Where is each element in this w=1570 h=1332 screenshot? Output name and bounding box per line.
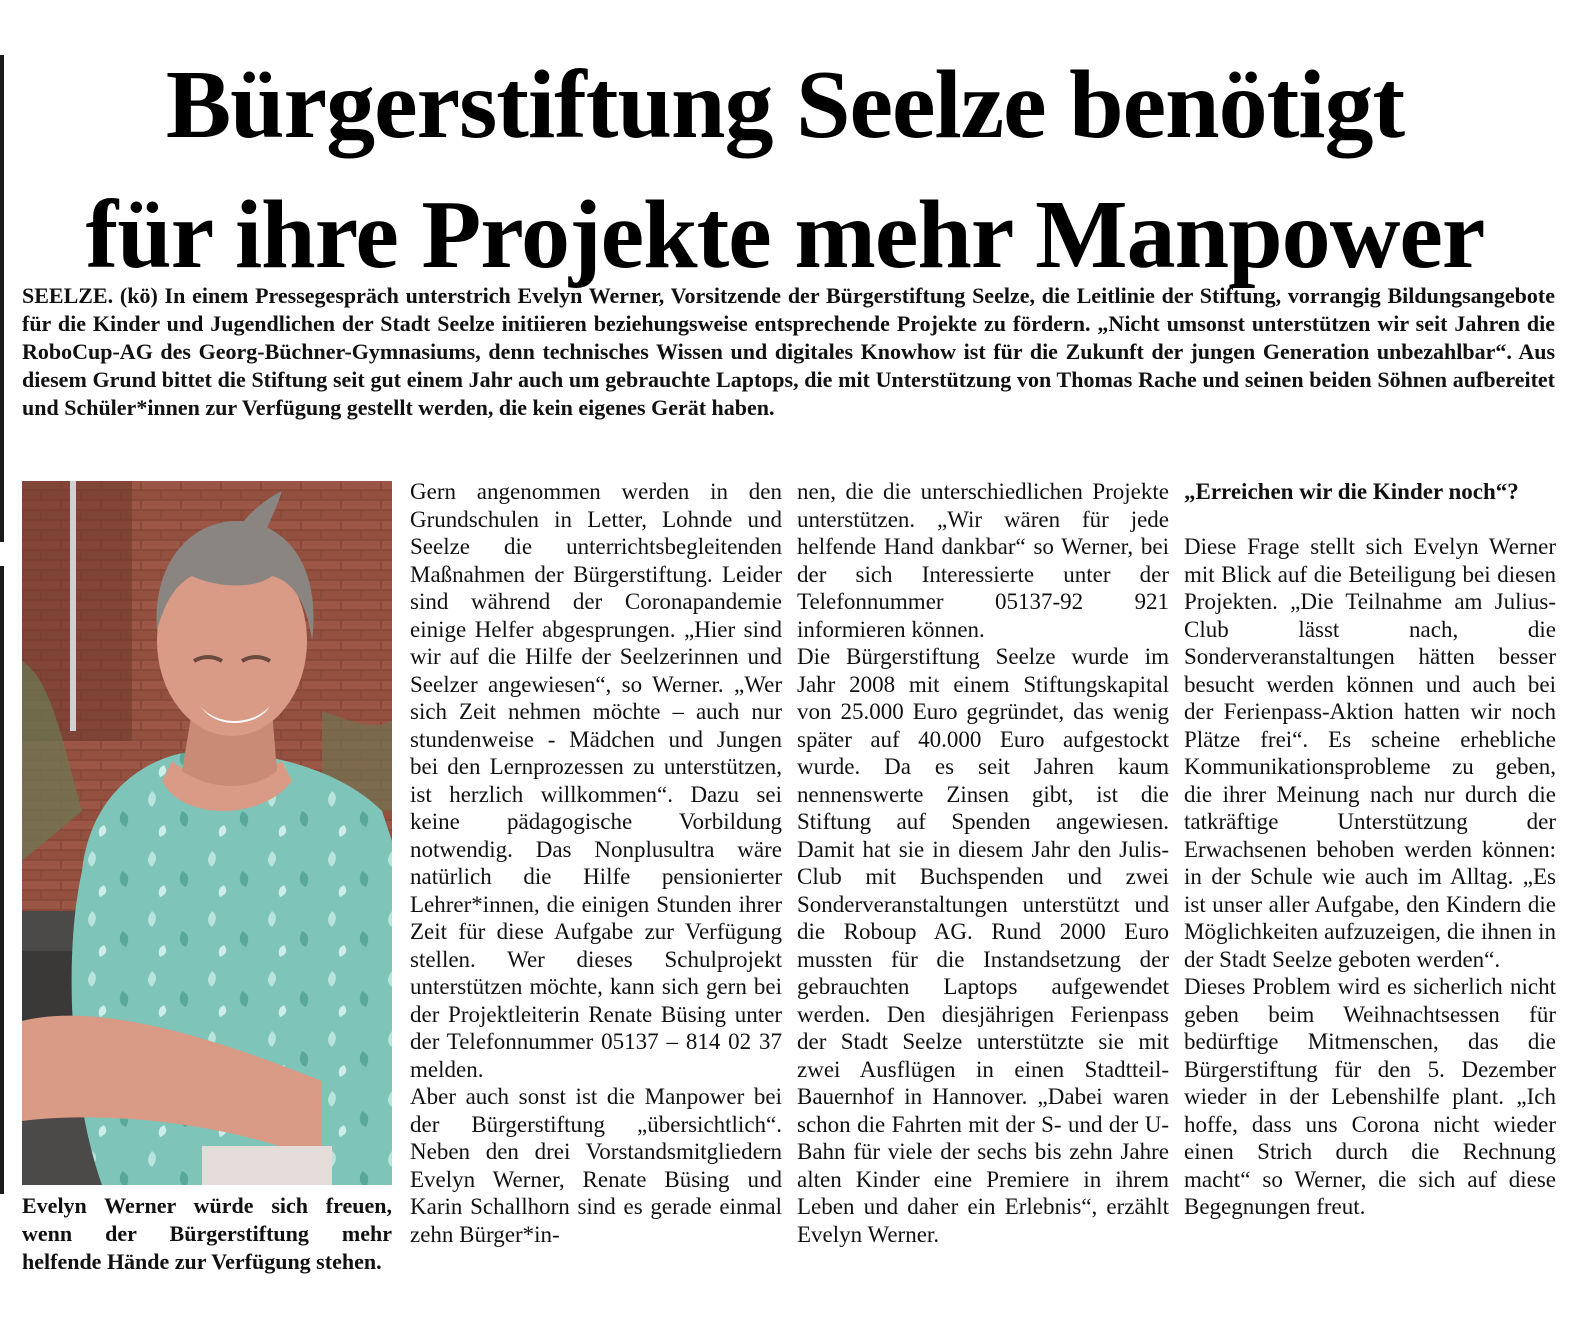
column-1-paragraph-2: Aber auch sonst ist die Manpower bei der Bürgerstiftung „übersichtlich“. Neben den drei Vorstandsmitgliedern Evelyn Werner, Renate Büsing und Karin Schallhorn sind es gerade einmal zehn Bürger*in- [410,1084,782,1247]
article-column-2 [797,478,1169,1248]
article-column-1 [410,478,782,1248]
article-photo [22,481,392,1185]
photo-caption: Evelyn Werner würde sich freuen, wenn der Bürgerstiftung mehr helfende Hände zur Verfügung stehen. [22,1193,392,1274]
column-1-paragraph-1: Gern angenommen werden in den Grundschulen in Letter, Lohnde und Seelze die unterrichtsbegleitenden Maßnahmen der Bürgerstiftung. Leider sind während der Coronapandemie einige Helfer abgesprungen. „Hier sind wir auf die Hilfe der Seelzerinnen und Seelzer angewiesen“, so Werner. „Wer sich Zeit nehmen möchte – auch nur stundenweise - Mädchen und Jungen bei den Lernprozessen zu unterstützen, ist herzlich willkommen“. Dazu sei keine pädagogische Vorbildung notwendig. Das Nonplusultra wäre natürlich die Hilfe pensionierter Lehrer*innen, die einigen Stunden ihrer Zeit für diese Aufgabe zur Verfügung stellen. Wer dieses Schulprojekt unterstützen möchte, kann sich gern bei der Projektleiterin Renate Büsing unter der Telefonnummer 05137 – 814 02 37 melden. [410,479,782,1082]
portrait-illustration [22,481,392,1185]
headline-line-1: Bürgerstiftung Seelze benötigt [165,51,1405,159]
column-2-paragraph-1: nen, die die unterschiedlichen Projekte unterstützen. „Wir wären für jede helfende Hand dankbar“ so Werner, bei der sich Interessierte unter der Telefonnummer 05137-92 921 informieren können. [797,479,1169,642]
left-edge-rule-bottom [0,566,4,1194]
column-3-paragraph-2: Dieses Problem wird es sicherlich nicht geben beim Weihnachtsessen für bedürftige Mitmenschen, das die Bürgerstiftung für den 5. Dezember wieder in der Lebenshilfe plant. „Ich hoffe, dass uns Corona nicht wieder einen Strich durch die Rechnung macht“ so Werner, die sich auf diese Begegnungen freut. [1184,974,1556,1219]
column-2-paragraph-2: Die Bürgerstiftung Seelze wurde im Jahr 2008 mit einem Stiftungskapital von 25.000 Euro gegründet, das wenig später auf 40.000 Euro aufgestockt wurde. Da es seit Jahren kaum nennenswerte Zinsen gibt, ist die Stiftung auf Spenden angewiesen. Damit hat sie in diesem Jahr den Julis-Club mit Buchspenden und zwei Sonderveranstaltungen unterstützt und die Roboup AG. Rund 2000 Euro mussten für die Instandsetzung der gebrauchten Laptops aufgewendet werden. Den diesjährigen Ferienpass der Stadt Seelze unterstützte sie mit zwei Ausflügen in einen Stadtteil-Bauernhof in Hannover. „Dabei waren schon die Fahrten mit der S- und der U-Bahn für viele der sechs bis zehn Jahre alten Kinder eine Premiere in ihrem Leben und daher ein Erlebnis“, erzählt Evelyn Werner. [797,644,1169,1247]
column-3-subheading: „Erreichen wir die Kinder noch“? [1184,479,1519,504]
article-column-3 [1184,478,1556,1221]
article-headline [0,40,1570,300]
headline-line-2: für ihre Projekte mehr Manpower [85,181,1485,289]
article-lead: SEELZE. (kö) In einem Pressegespräch unterstrich Evelyn Werner, Vorsitzende der Bürgerstiftung Seelze, die Leitlinie der Stiftung, vorrangig Bildungsangebote für die Kinder und Jugendlichen der Stadt Seelze initiieren beziehungsweise entsprechende Projekte zu fördern. „Nicht umsonst unterstützen wir seit Jahren die RoboCup-AG des Georg-Büchner-Gymnasiums, denn technisches Wissen und digitales Knowhow ist für die Zukunft der jungen Generation unbezahlbar“. Aus diesem Grund bittet die Stiftung seit gut einem Jahr auch um gebrauchte Laptops, die mit Unterstützung von Thomas Rache und seinen beiden Söhnen aufbereitet und Schüler*innen zur Verfügung gestellt werden, die kein eigenes Gerät haben. [22,283,1555,420]
column-3-paragraph-1: Diese Frage stellt sich Evelyn Werner mit Blick auf die Beteiligung bei diesen Projekten. „Die Teilnahme am Julius-Club lässt nach, die Sonderveranstaltungen hätten besser besucht werden können und auch bei der Ferienpass-Aktion hatten wir noch Plätze frei“. Es scheine erhebliche Kommunikationsprobleme zu geben, die ihrer Meinung nach nur durch die tatkräftige Unterstützung der Erwachsenen behoben werden können: in der Schule wie auch im Alltag. „Es ist unser aller Aufgabe, den Kindern die Möglichkeiten aufzuzeigen, die ihnen in der Stadt Seelze geboten werden“. [1184,534,1556,972]
